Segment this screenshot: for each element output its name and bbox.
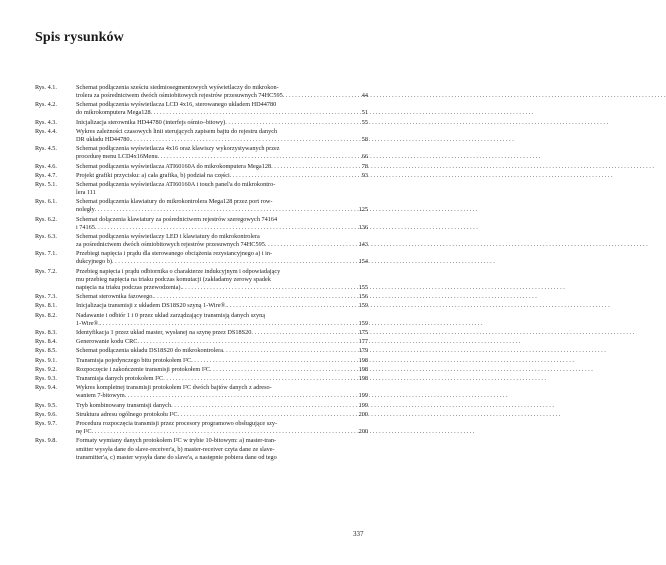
figure-number: Rys. 7.2. bbox=[35, 267, 57, 275]
dot-leader bbox=[251, 329, 357, 337]
caption-line: noległy bbox=[76, 206, 95, 214]
figure-entry bbox=[35, 198, 368, 214]
page-ref: 199 bbox=[358, 401, 368, 409]
dot-leader bbox=[271, 163, 361, 171]
dot-leader bbox=[223, 347, 358, 355]
dot-leader bbox=[125, 392, 358, 400]
figure-entry bbox=[35, 375, 368, 383]
figure-caption bbox=[76, 347, 368, 355]
caption-line: Inicjalizacja sterownika HD44780 (interfejs ośmio–bitowy) bbox=[76, 118, 226, 126]
page-ref: 154 bbox=[358, 258, 368, 266]
figure-number: Rys. 5.1. bbox=[35, 181, 57, 189]
caption-line: Schemat dołączenia klawiatury za pośrednictwem rejestrów szeregowych 74164 bbox=[76, 215, 278, 223]
page-ref: 155 bbox=[358, 283, 368, 291]
caption-line: Schemat sterownika fazowego. bbox=[76, 293, 154, 301]
dot-leader bbox=[227, 302, 358, 310]
figure-entry bbox=[35, 128, 368, 144]
caption-line: lera 111 bbox=[76, 189, 96, 197]
caption-line: Identyfikacja 1 przez układ master, wysłanej na szynę przez DS18S20 bbox=[76, 328, 252, 336]
caption-line: 1-Wire®. bbox=[76, 319, 100, 327]
figure-number: Rys. 8.5. bbox=[35, 347, 57, 355]
caption-line: transmitter'a, c) master wysyła dane do slave'a, a następnie pobiera dane od tego bbox=[76, 453, 277, 461]
figure-number: Rys. 9.4. bbox=[35, 384, 57, 392]
figure-caption bbox=[76, 312, 368, 328]
page-ref: 78 bbox=[361, 162, 368, 170]
figure-number: Rys. 4.4. bbox=[35, 127, 57, 135]
figure-caption bbox=[76, 302, 368, 310]
dot-leader bbox=[171, 402, 358, 410]
page-ref: 159 bbox=[358, 302, 368, 310]
figure-number: Rys. 9.2. bbox=[35, 365, 57, 373]
figure-entry bbox=[35, 347, 368, 355]
figure-caption bbox=[76, 128, 368, 144]
caption-line: Przebiegi napięcia i prądu dla sterowanego obciążenia rezystancyjnego a) i in- bbox=[76, 250, 273, 258]
caption-line: Schemat podłączenia sześciu siedmiosegmentowych wyświetlaczy do mikrokon- bbox=[76, 84, 279, 91]
page-ref: 136 bbox=[358, 223, 368, 231]
figure-entry bbox=[35, 302, 368, 310]
figure-caption bbox=[76, 250, 368, 266]
caption-line: Tryb kombinowany transmisji danych bbox=[76, 401, 172, 409]
dot-leader bbox=[210, 366, 358, 374]
caption-line: Struktura adresu ogólnego protokołu I²C bbox=[76, 410, 178, 418]
figure-number: Rys. 7.1. bbox=[35, 250, 57, 258]
page-ref: 51 bbox=[361, 109, 368, 117]
caption-line: za pośrednictwem dwóch ośmiobitowych rejestrów przesuwnych 74HC595 bbox=[76, 241, 265, 249]
caption-line: procedurę menu LCD4x16Menu bbox=[76, 153, 158, 161]
figure-number: Rys. 4.2. bbox=[35, 101, 57, 109]
caption-line: DR układu HD44780. bbox=[76, 135, 132, 143]
figure-caption bbox=[76, 145, 368, 161]
dot-leader bbox=[131, 136, 361, 144]
figure-entry bbox=[35, 172, 368, 180]
caption-line: Schemat podłączenia wyświetlacza LCD 4x16, sterowanego układem HD44780 bbox=[76, 101, 277, 109]
caption-line: i 74165 bbox=[76, 223, 95, 231]
page-ref: 175 bbox=[358, 328, 368, 336]
caption-line: Schemat podłączenia układu DS18S20 do mikrokontrolera bbox=[76, 347, 224, 355]
page-ref: 143 bbox=[358, 241, 368, 249]
figure-entry bbox=[35, 366, 368, 374]
figure-number: Rys. 8.4. bbox=[35, 338, 57, 346]
figure-caption bbox=[76, 375, 368, 383]
page-ref: 198 bbox=[358, 365, 368, 373]
page-ref: 93 bbox=[361, 171, 368, 179]
figure-caption bbox=[76, 216, 368, 232]
figure-caption bbox=[76, 329, 368, 337]
caption-line: napięcia na triaku podczas przewodzenia). bbox=[76, 283, 183, 291]
figure-entry bbox=[35, 420, 368, 436]
caption-line: Generowanie kodu CRC bbox=[76, 338, 138, 346]
dot-leader bbox=[158, 153, 361, 161]
caption-line: do mikrokomputera Mega128 bbox=[76, 109, 151, 117]
figure-number: Rys. 8.1. bbox=[35, 302, 57, 310]
caption-line: Transmisja pojedynczego bitu protokołem I²C bbox=[76, 356, 192, 364]
page-ref: 199 bbox=[358, 392, 368, 400]
figure-caption bbox=[76, 437, 368, 461]
figure-caption bbox=[76, 172, 368, 180]
caption-line: Inicjalizacja transmisji z układem DS18S20 szyną 1-Wire®. bbox=[76, 302, 227, 310]
dot-leader bbox=[163, 375, 357, 383]
figure-caption bbox=[76, 119, 368, 127]
figure-entry bbox=[35, 338, 368, 346]
figure-number: Rys. 4.3. bbox=[35, 118, 57, 126]
figure-number: Rys. 4.5. bbox=[35, 145, 57, 153]
figure-caption bbox=[76, 268, 368, 292]
caption-line: Procedura rozpoczęcia transmisji przez procesory programowo obsługujące szy- bbox=[76, 420, 278, 428]
caption-line: mu przebieg napięcia na triaku podczas komutacji (zakładamy zerowy spadek bbox=[76, 275, 271, 283]
dot-leader bbox=[112, 258, 358, 266]
dot-leader bbox=[283, 92, 361, 100]
page-title: Spis rysunków bbox=[35, 30, 124, 45]
dot-leader bbox=[154, 293, 358, 301]
caption-line: Schemat podłączenia wyświetlaczy LED i klawiatury do mikrokontrolera bbox=[76, 233, 260, 240]
page-ref: 198 bbox=[358, 356, 368, 364]
figure-caption bbox=[76, 384, 368, 400]
caption-line: dukcyjnego b) bbox=[76, 258, 112, 266]
figure-number: Rys. 8.3. bbox=[35, 328, 57, 336]
figure-caption bbox=[76, 163, 368, 171]
figure-entry bbox=[35, 233, 368, 249]
figure-entry bbox=[35, 216, 368, 232]
caption-line: nę I²C bbox=[76, 428, 92, 436]
figure-entry bbox=[35, 84, 368, 100]
figure-entry bbox=[35, 357, 368, 365]
figure-number: Rys. 7.3. bbox=[35, 293, 57, 301]
figure-caption bbox=[76, 84, 368, 100]
figure-number: Rys. 9.8. bbox=[35, 437, 57, 445]
figure-entry bbox=[35, 145, 368, 161]
dot-leader bbox=[95, 224, 358, 232]
figure-caption bbox=[76, 366, 368, 374]
figure-entry bbox=[35, 163, 368, 171]
figure-caption bbox=[76, 233, 368, 249]
figure-entry bbox=[35, 250, 368, 266]
figure-number: Rys. 9.5. bbox=[35, 401, 57, 409]
figure-number: Rys. 9.3. bbox=[35, 375, 57, 383]
caption-line: trolera za pośrednictwem dwóch ośmiobitowych rejestrów przesuwnych 74HC595 bbox=[76, 92, 283, 100]
dot-leader bbox=[151, 109, 361, 117]
figure-entry bbox=[35, 293, 368, 301]
caption-line: Schemat podłączenia wyświetlacza ATI60160A do mikrokomputera Mega128 bbox=[76, 162, 272, 170]
figure-number: Rys. 9.1. bbox=[35, 356, 57, 364]
dot-leader bbox=[95, 206, 358, 214]
figure-entry bbox=[35, 437, 368, 461]
figure-entry bbox=[35, 181, 368, 197]
page-ref: 159 bbox=[358, 319, 368, 327]
page-ref: 156 bbox=[358, 293, 368, 301]
figure-number: Rys. 8.2. bbox=[35, 311, 57, 319]
page-ref: 58 bbox=[361, 135, 368, 143]
dot-leader bbox=[137, 338, 357, 346]
caption-line: Schemat podłączenia klawiatury do mikrokontrolera Mega128 przez port row- bbox=[76, 198, 273, 206]
dot-leader bbox=[182, 284, 358, 292]
dot-leader bbox=[100, 320, 358, 328]
page-ref: 55 bbox=[361, 118, 368, 126]
page-ref: 179 bbox=[358, 347, 368, 355]
page-ref: 177 bbox=[358, 338, 368, 346]
figure-entry bbox=[35, 268, 368, 292]
caption-line: smitter wysyła dane do slave-receiver'a, b) master-receiver czyta dane ze slave- bbox=[76, 445, 275, 453]
caption-line: Schemat podłączenia wyświetlacza ATI60160A i touch panel'a do mikrokontro- bbox=[76, 181, 276, 189]
page-ref: 66 bbox=[361, 153, 368, 161]
caption-line: Schemat podłączenia wyświetlacza 4x16 oraz klawiszy wykorzystywanych przez bbox=[76, 145, 280, 153]
caption-line: Projekt grafiki przycisku: a) cała grafika, b) podział na części bbox=[76, 171, 230, 179]
figure-number: Rys. 9.6. bbox=[35, 410, 57, 418]
figure-number: Rys. 6.1. bbox=[35, 198, 57, 206]
page-number: 337 bbox=[353, 530, 364, 538]
dot-leader bbox=[265, 241, 358, 249]
dot-leader bbox=[230, 172, 361, 180]
figure-number: Rys. 6.2. bbox=[35, 215, 57, 223]
dot-leader bbox=[92, 428, 358, 436]
figure-caption bbox=[76, 357, 368, 365]
figure-caption bbox=[76, 411, 368, 419]
figure-caption bbox=[76, 101, 368, 117]
figure-entry bbox=[35, 384, 368, 400]
figure-caption bbox=[76, 198, 368, 214]
figure-number: Rys. 6.3. bbox=[35, 233, 57, 240]
list-of-figures bbox=[35, 84, 368, 462]
figure-entry bbox=[35, 329, 368, 337]
figure-number: Rys. 4.1. bbox=[35, 84, 57, 91]
dot-leader bbox=[191, 357, 357, 365]
figure-caption bbox=[76, 293, 368, 301]
figure-entry bbox=[35, 119, 368, 127]
caption-line: Wykres zależności czasowych linii sterujących zapisem bajtu do rejestru danych bbox=[76, 127, 278, 135]
figure-entry bbox=[35, 312, 368, 328]
caption-line: Przebieg napięcia i prądu odbiornika o charakterze indukcyjnym i odpowiadający bbox=[76, 267, 281, 275]
caption-line: Nadawanie i odbiór 1 i 0 przez układ zarządzający transmisją danych szyną bbox=[76, 311, 265, 319]
page-ref: 44 bbox=[361, 92, 368, 100]
caption-line: Transmisja danych protokołem I²C bbox=[76, 375, 164, 383]
figure-entry bbox=[35, 402, 368, 410]
dot-leader bbox=[178, 411, 358, 419]
figure-caption bbox=[76, 420, 368, 436]
figure-caption bbox=[76, 181, 368, 197]
page-ref: 198 bbox=[358, 375, 368, 383]
figure-entry bbox=[35, 411, 368, 419]
figure-number: Rys. 4.6. bbox=[35, 162, 57, 170]
page-ref: 200 bbox=[358, 410, 368, 418]
caption-line: waniem 7-bitowym bbox=[76, 392, 125, 400]
figure-caption bbox=[76, 402, 368, 410]
page-ref: 200 bbox=[358, 428, 368, 436]
page-ref: 125 bbox=[358, 206, 368, 214]
figure-entry bbox=[35, 101, 368, 117]
caption-line: Rozpoczęcie i zakończenie transmisji protokołem I²C bbox=[76, 365, 210, 373]
figure-caption bbox=[76, 338, 368, 346]
caption-line: Formaty wymiany danych protokołem I²C w trybie 10-bitowym: a) master-tran- bbox=[76, 437, 277, 445]
figure-number: Rys. 9.7. bbox=[35, 420, 57, 428]
figure-number: Rys. 4.7. bbox=[35, 171, 57, 179]
caption-line: Wykres kompletnej transmisji protokołem I²C dwóch bajtów danych z adreso- bbox=[76, 384, 272, 392]
dot-leader bbox=[225, 119, 360, 127]
